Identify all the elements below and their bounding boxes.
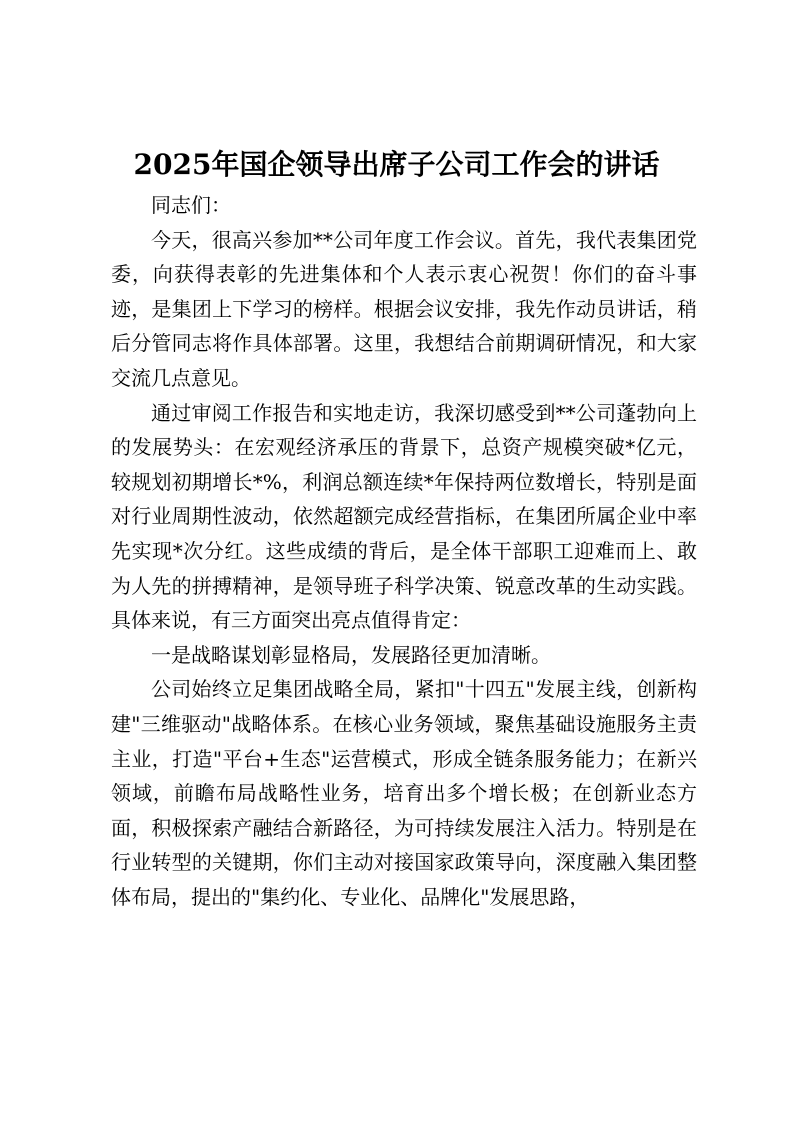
- salutation-paragraph: 同志们：: [151, 193, 231, 217]
- document-title: 2025年国企领导出席子公司工作会的讲话: [133, 148, 660, 181]
- section-heading-one: 一是战略谋划彰显格局，发展路径更加清晰。: [151, 642, 551, 667]
- opening-paragraph: 今天，很高兴参加**公司年度工作会议。首先，我代表集团党委，向获得表彰的先进集体和个人表示衷心祝贺！你们的奋斗事迹，是集团上下学习的榜样。根据会议安排，我先作动员讲话，稍后分管同志将作具体部署。这里，我想结合前期调研情况，和大家交流几点意见。: [111, 227, 697, 390]
- achievements-paragraph: 通过审阅工作报告和实地走访，我深切感受到**公司蓬勃向上的发展势头：在宏观经济承压的背景下，总资产规模突破*亿元，较规划初期增长*%，利润总额连续*年保持两位数增长，特别是面对行业周期性波动，依然超额完成经营指标，在集团所属企业中率先实现*次分红。这些成绩的背后，是全体干部职工迎难而上、敢为人先的拼搏精神，是领导班子科学决策、锐意改革的生动实践。具体来说，有三方面突出亮点值得肯定：: [111, 400, 697, 633]
- strategy-paragraph: 公司始终立足集团战略全局，紧扣"十四五"发展主线，创新构建"三维驱动"战略体系。在核心业务领域，聚焦基础设施服务主责主业，打造"平台+生态"运营模式，形成全链条服务能力；在新兴领域，前瞻布局战略性业务，培育出多个增长极；在创新业态方面，积极探索产融结合新路径，为可持续发展注入活力。特别是在行业转型的关键期，你们主动对接国家政策导向，深度融入集团整体布局，提出的"集约化、专业化、品牌化"发展思路，: [111, 677, 697, 909]
- document-body: [111, 188, 697, 914]
